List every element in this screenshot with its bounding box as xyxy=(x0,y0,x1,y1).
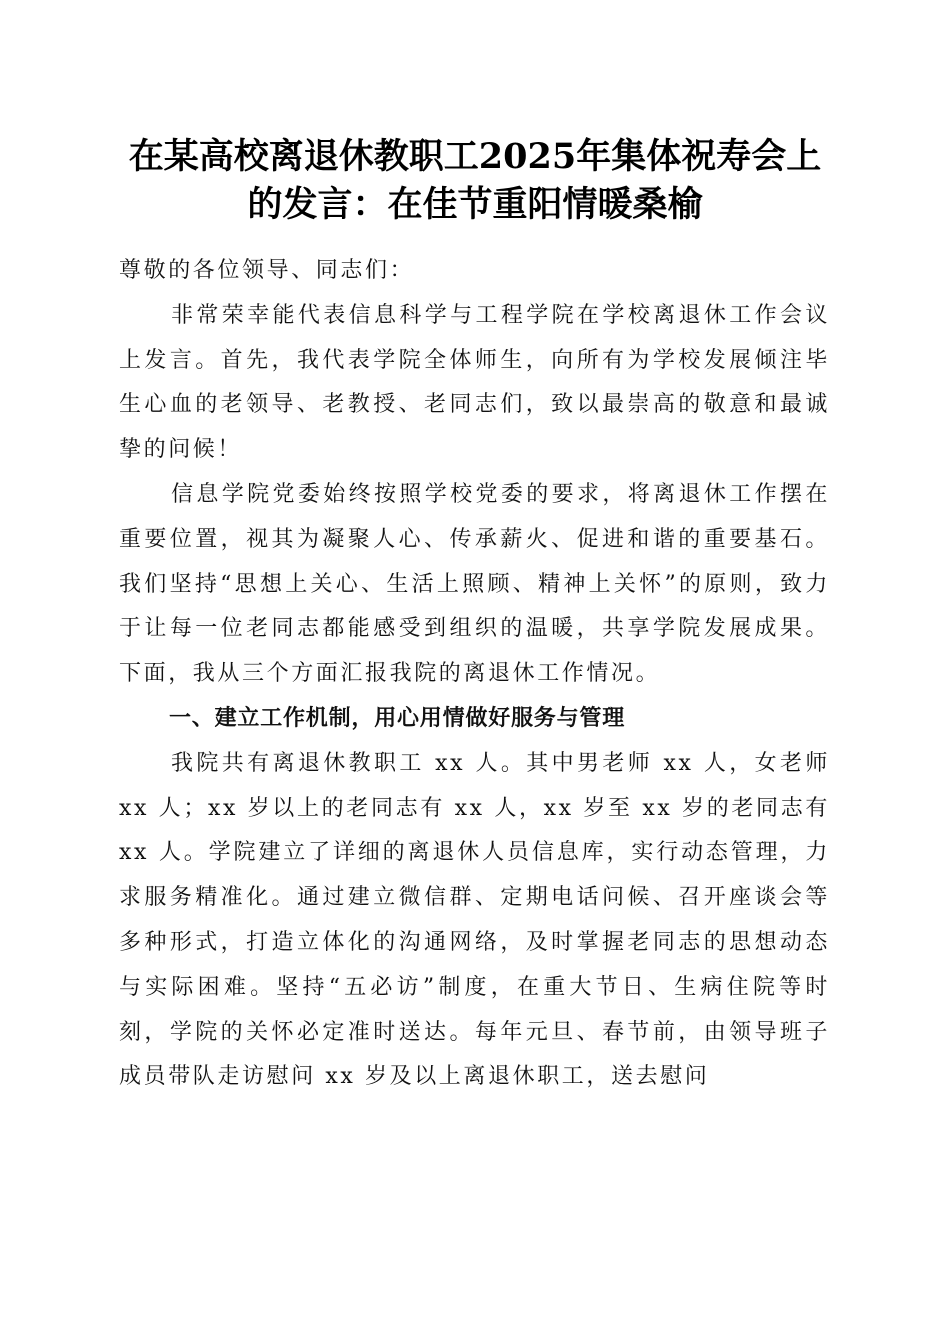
paragraph-section-1: 我院共有离退休教职工 xx 人。其中男老师 xx 人，女老师 xx 人；xx 岁以上的老同志有 xx 人，xx 岁至 xx 岁的老同志有 xx 人。学院建立了详细的离退休人员信息库，实行动态管理，力求服务精准化。通过建立微信群、定期电话问候、召开座谈会等多种形式，打造立体化的沟通网络，及时掌握老同志的思想动态与实际困难。坚持“五必访”制度，在重大节日、生病住院等时刻，学院的关怀必定准时送达。每年元旦、春节前，由领导班子成员带队走访慰问 xx 岁及以上离退休职工，送去慰问 xyxy=(119,750,830,1090)
document-body xyxy=(119,249,830,1100)
document-title xyxy=(118,133,832,229)
salutation: 尊敬的各位领导、同志们： xyxy=(119,258,415,283)
title-line-2: 的发言：在佳节重阳情暖桑榆 xyxy=(247,184,703,225)
paragraph-opening: 非常荣幸能代表信息科学与工程学院在学校离退休工作会议上发言。首先，我代表学院全体师生，向所有为学校发展倾注毕生心血的老领导、老教授、老同志们，致以最崇高的敬意和最诚挚的问候！ xyxy=(119,302,830,463)
title-line-1: 在某高校离退休教职工2025年集体祝寿会上 xyxy=(128,136,822,177)
section-heading-1: 一、建立工作机制，用心用情做好服务与管理 xyxy=(169,705,626,731)
paragraph-overview: 信息学院党委始终按照学校党委的要求，将离退休工作摆在重要位置，视其为凝聚人心、传承薪火、促进和谐的重要基石。我们坚持“思想上关心、生活上照顾、精神上关怀”的原则，致力于让每一位老同志都能感受到组织的温暖，共享学院发展成果。下面，我从三个方面汇报我院的离退休工作情况。 xyxy=(119,481,830,687)
